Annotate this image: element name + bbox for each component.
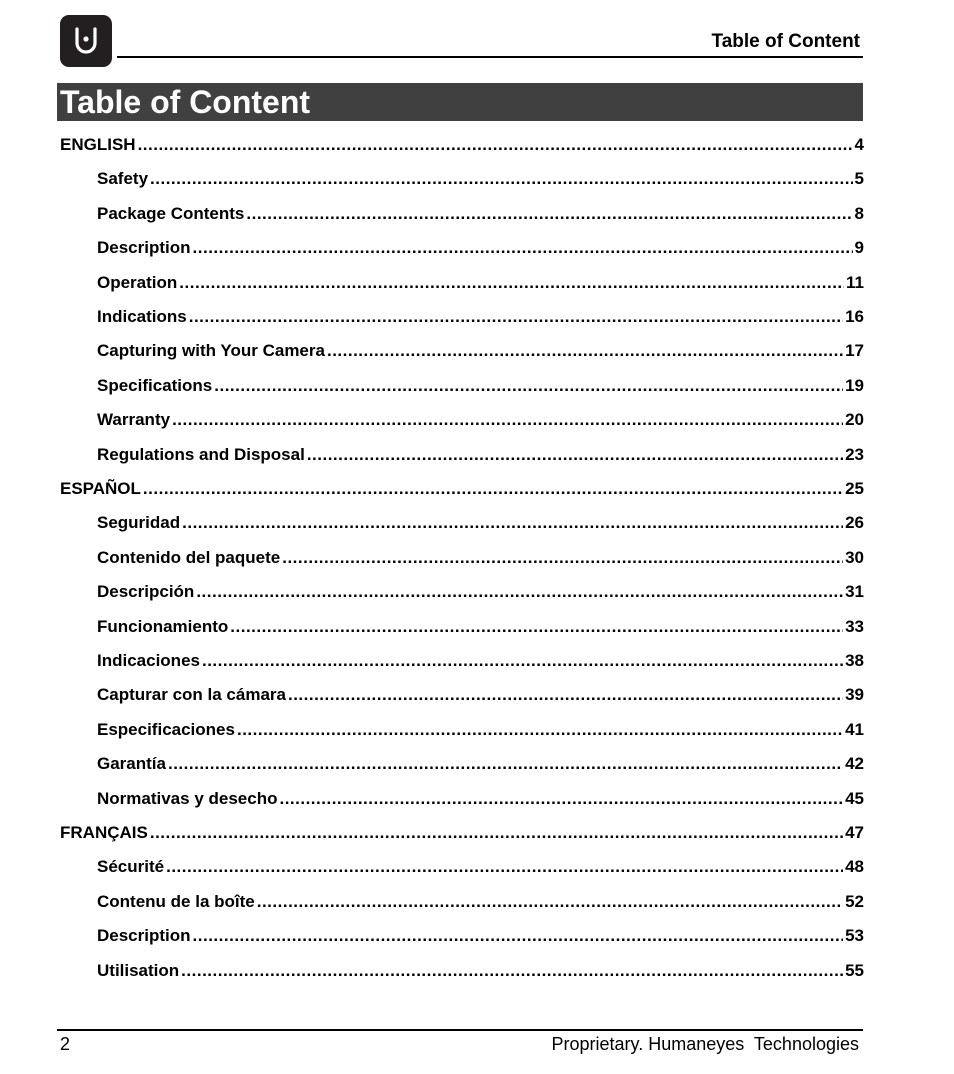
toc-dot-leader [182, 513, 843, 533]
toc-entry-label: Description [97, 238, 191, 258]
toc-dot-leader [196, 582, 843, 602]
toc-dot-leader [237, 720, 843, 740]
toc-dot-leader [138, 135, 853, 155]
toc-dot-leader [202, 651, 843, 671]
toc-entry-label: Funcionamiento [97, 616, 229, 636]
toc-entry-page: 4 [854, 135, 864, 154]
toc-entry-page: 39 [845, 685, 864, 705]
toc-entry-page: 47 [845, 823, 864, 842]
toc-entry-page: 55 [845, 960, 864, 980]
toc-dot-leader [288, 685, 843, 705]
toc-dot-leader [150, 823, 843, 843]
toc-dot-leader [181, 961, 843, 981]
toc-entry-label: ESPAÑOL [60, 479, 141, 498]
toc-entry-page: 20 [845, 410, 864, 430]
toc-dot-leader [327, 341, 843, 361]
running-header-title: Table of Content [711, 31, 860, 52]
toc-entry[interactable] [97, 376, 864, 396]
toc-entry[interactable] [97, 238, 864, 258]
footer-divider [57, 1029, 863, 1031]
toc-entry-label: Contenido del paquete [97, 547, 281, 567]
toc-entry-label: Description [97, 926, 191, 946]
toc-entry-page: 25 [845, 479, 864, 498]
toc-entry[interactable] [97, 273, 864, 293]
toc-entry-label: Indications [97, 307, 187, 326]
toc-entry-page: 30 [845, 547, 864, 567]
toc-entry-page: 26 [845, 513, 864, 533]
toc-entry-label: Seguridad [97, 513, 181, 533]
toc-entry-page: 33 [845, 616, 864, 636]
toc-entry-page: 53 [845, 926, 864, 946]
toc-dot-leader [193, 238, 853, 258]
toc-entry[interactable] [97, 857, 864, 877]
toc-entry[interactable] [97, 651, 864, 671]
toc-entry-page: 41 [845, 719, 864, 739]
toc-dot-leader [166, 857, 843, 877]
toc-entry-label: Sécurité [97, 857, 165, 877]
toc-entry[interactable] [97, 341, 864, 361]
toc-entry[interactable] [97, 789, 864, 809]
toc-entry-label: FRANÇAIS [60, 823, 148, 842]
toc-entry[interactable] [97, 617, 864, 637]
toc-dot-leader [214, 376, 843, 396]
toc-entry-label: Descripción [97, 582, 195, 602]
toc-entry-label: Normativas y desecho [97, 788, 278, 808]
toc-entry[interactable] [97, 513, 864, 533]
toc-entry-page: 31 [845, 582, 864, 602]
toc-dot-leader [279, 789, 843, 809]
toc-entry-page: 17 [845, 341, 864, 361]
toc-entry[interactable] [97, 754, 864, 774]
page-title: Table of Content [60, 84, 311, 120]
toc-entry-label: Regulations and Disposal [97, 444, 305, 464]
toc-entry-page: 19 [845, 375, 864, 395]
toc-entry[interactable] [97, 685, 864, 705]
toc-entry-label: ENGLISH [60, 135, 136, 154]
toc-entry-label: Capturar con la cámara [97, 685, 286, 705]
toc-entry-page: 11 [846, 272, 864, 292]
toc-entry-page: 8 [854, 203, 864, 223]
toc-dot-leader [150, 169, 853, 189]
toc-dot-leader [179, 273, 844, 293]
toc-entry-page: 23 [845, 444, 864, 464]
toc-entry-page: 45 [845, 788, 864, 808]
toc-entry-label: Garantía [97, 754, 166, 774]
toc-entry-label: Operation [97, 272, 178, 292]
toc-entry[interactable] [97, 204, 864, 224]
toc-entry[interactable] [97, 307, 864, 327]
toc-entry-page: 38 [845, 651, 864, 670]
toc-entry-page: 5 [854, 169, 864, 189]
toc-entry-page: 42 [845, 754, 864, 774]
toc-entry-page: 48 [845, 857, 864, 877]
toc-entry[interactable] [97, 892, 864, 912]
toc-entry[interactable] [97, 410, 864, 430]
toc-dot-leader [282, 548, 843, 568]
toc-entry[interactable] [60, 135, 864, 155]
toc-entry-label: Specifications [97, 375, 213, 395]
toc-entry[interactable] [97, 169, 864, 189]
toc-entry[interactable] [60, 479, 864, 499]
footer-text: Proprietary. Humaneyes Technologies [551, 1034, 859, 1054]
toc-entry[interactable] [60, 823, 864, 843]
toc-dot-leader [172, 410, 843, 430]
page-number: 2 [60, 1034, 71, 1054]
toc-dot-leader [193, 926, 844, 946]
toc-entry[interactable] [97, 926, 864, 946]
toc-entry-label: Indicaciones [97, 651, 200, 670]
toc-entry[interactable] [97, 582, 864, 602]
toc-entry-page: 16 [845, 307, 864, 326]
toc-dot-leader [230, 617, 843, 637]
toc-entry[interactable] [97, 720, 864, 740]
toc-entry-page: 9 [854, 238, 864, 258]
toc-dot-leader [189, 307, 843, 327]
toc-entry-label: Capturing with Your Camera [97, 341, 325, 361]
toc-entry-label: Warranty [97, 410, 171, 430]
toc-dot-leader [246, 204, 852, 224]
toc-dot-leader [168, 754, 843, 774]
toc-dot-leader [143, 479, 843, 499]
toc-entry-label: Package Contents [97, 203, 245, 223]
toc-dot-leader [307, 445, 843, 465]
toc-entry-label: Safety [97, 169, 149, 189]
toc-entry[interactable] [97, 445, 864, 465]
toc-entry[interactable] [97, 548, 864, 568]
toc-entry-label: Contenu de la boîte [97, 891, 255, 911]
toc-dot-leader [257, 892, 843, 912]
toc-entry-label: Utilisation [97, 960, 180, 980]
toc-entry[interactable] [97, 961, 864, 981]
toc-entry-page: 52 [845, 891, 864, 911]
toc-entry-label: Especificaciones [97, 719, 235, 739]
